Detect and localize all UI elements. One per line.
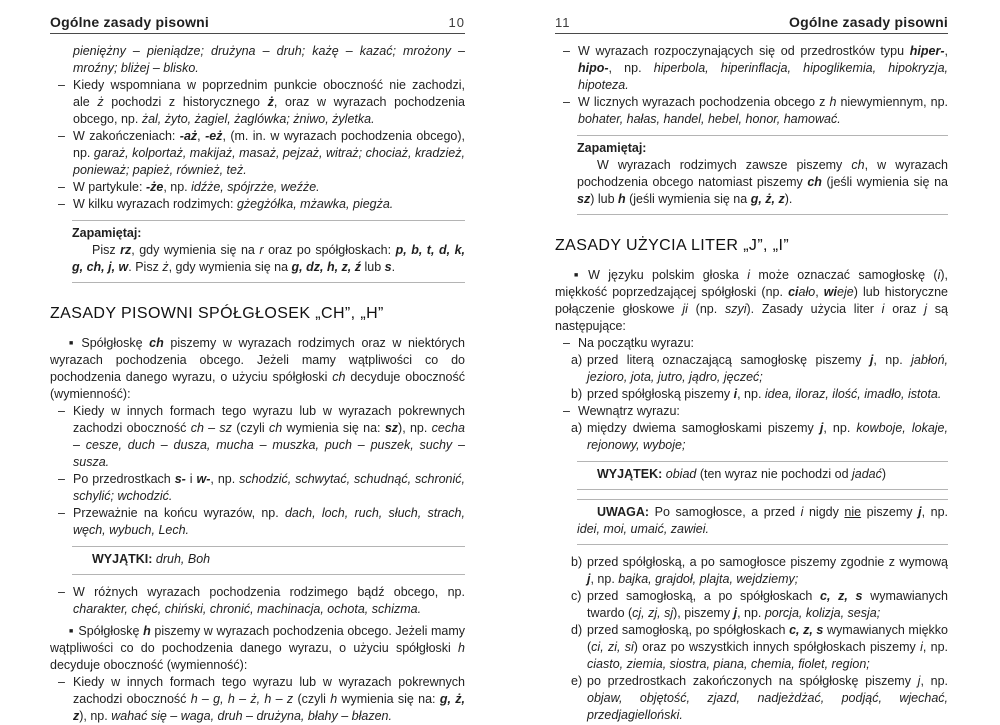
text-run: cecha – cesze, duch – dusza, mucha – muszka, puch – puszek, suchy – susza. xyxy=(73,421,465,469)
text-run: , xyxy=(197,129,206,143)
text-run: przed spółgłoską, a po samogłosce piszemy zgodnie z wymową xyxy=(587,555,948,569)
text-run: ch xyxy=(149,336,164,350)
bullet-item xyxy=(50,674,465,725)
page-number: 11 xyxy=(555,15,571,30)
text-run: ało xyxy=(798,285,816,299)
text-run: -że xyxy=(145,180,164,194)
text-run: wymienia się na: xyxy=(337,692,440,706)
text-run: objaw, objętość, zjazd, nadjeżdżać, podjąć, wjechać, przedjagielloński. xyxy=(587,691,948,722)
text-run: wymawianych miękko ( xyxy=(587,623,949,654)
text-run: oraz po spółgłoskach: xyxy=(263,243,396,257)
text-run: charakter, chęć, chiński, chronić, machinacja, ochota, schizma. xyxy=(73,602,422,616)
text-run: h xyxy=(330,692,338,706)
text-run: Przeważnie na końcu wyrazów, np. xyxy=(73,506,285,520)
text-run: j xyxy=(924,302,928,316)
text-run: sz xyxy=(577,192,591,206)
text-run: idei, moi, umaić, zawiei. xyxy=(577,522,709,536)
text-run: , gdy wymienia się na xyxy=(168,260,292,274)
text-run: może oznaczać samogłoskę ( xyxy=(749,268,938,282)
paragraph xyxy=(555,267,948,335)
running-head-title: Ogólne zasady pisowni xyxy=(50,14,210,30)
text-run: eje xyxy=(837,285,854,299)
text-run: wymienia się na: xyxy=(282,421,385,435)
rule-box xyxy=(577,135,948,215)
text-run: po przedrostkach zakończonych na spółgłoskę piszemy xyxy=(587,674,918,688)
letter-marker: a) xyxy=(571,353,583,367)
text-run: h xyxy=(143,624,151,638)
page-header-right xyxy=(555,14,948,34)
text-run: lub xyxy=(361,260,385,274)
bullet-item xyxy=(50,196,465,213)
text-run: druh, Boh xyxy=(155,552,211,566)
box-text xyxy=(577,504,948,538)
text-run: oraz xyxy=(884,302,925,316)
text-run: p, b, t, d, k, g, ch, j, w xyxy=(72,243,465,274)
page-body-right xyxy=(555,43,948,724)
bullet-item xyxy=(50,471,465,505)
text-run: w- xyxy=(196,472,211,486)
box-text xyxy=(577,466,948,483)
bullet-item xyxy=(50,403,465,471)
text-run: piszemy w wyrazach rodzimych oraz w niektórych wyrazach pochodzenia obcego. Jeżeli mamy wątpliwości co do pochodzenia danego wyrazu, o użyciu spółgłoski xyxy=(50,336,466,384)
text-run: ), piszemy xyxy=(673,606,734,620)
text-run: . xyxy=(391,260,396,274)
text-run: pochodzi z historycznego xyxy=(103,95,268,109)
text-run: sz xyxy=(384,421,399,435)
text-run: ciasto, ziemia, siostra, piana, chemia, fiolet, region; xyxy=(587,657,870,671)
bullet-item xyxy=(50,179,465,196)
text-run: (ten wyraz nie pochodzi od xyxy=(696,467,852,481)
running-head-title: Ogólne zasady pisowni xyxy=(788,14,948,30)
text-run: bajka, grajdoł, plajta, wejdziemy; xyxy=(618,572,799,586)
text-run: jadać xyxy=(852,467,882,481)
text-run: ż xyxy=(97,95,104,109)
text-run: , np. xyxy=(922,640,948,654)
text-run: W języku polskim głoska xyxy=(588,268,748,282)
text-run: g, ż, z xyxy=(750,192,785,206)
dash-bullet: – xyxy=(563,95,570,109)
letter-marker: e) xyxy=(571,674,583,688)
text-run: bohater, hałas, handel, hebel, honor, hamować. xyxy=(578,112,841,126)
lettered-item xyxy=(555,673,948,724)
text-run: przed spółgłoską piszemy xyxy=(587,387,734,401)
text-run: hiperbola, hiperinflacja, hipoglikemia, hipokryzja, hipoteza. xyxy=(578,61,949,92)
text-run: ), miękkość poprzedzającej spółgłoski (np. xyxy=(555,268,948,299)
text-run: porcja, kolizja, sesja; xyxy=(764,606,881,620)
text-run: j xyxy=(917,674,921,688)
text-run: , gdy wymienia się na xyxy=(131,243,260,257)
text-run: ż xyxy=(162,260,169,274)
text-run: ) lub xyxy=(590,192,618,206)
dash-bullet: – xyxy=(58,180,65,194)
text-run: W wyrazach rozpoczynających się od przedrostków typu xyxy=(578,44,910,58)
text-run: h xyxy=(829,95,837,109)
text-run: obiad xyxy=(665,467,697,481)
lettered-item xyxy=(555,352,948,386)
text-run: h xyxy=(618,192,626,206)
dash-bullet: – xyxy=(58,78,65,92)
dash-bullet: – xyxy=(58,675,65,689)
text-run: decyduje oboczność (wymienność): xyxy=(50,658,248,672)
bullet-item xyxy=(555,94,948,128)
text-run: W licznych wyrazach pochodzenia obcego z xyxy=(578,95,830,109)
text-run: , np. xyxy=(823,421,857,435)
text-run: j xyxy=(869,353,874,367)
text-run: Kiedy w innych formach tego wyrazu lub w wyrazach pokrewnych zachodzi oboczność xyxy=(73,404,465,435)
text-run: dach, loch, ruch, słuch, strach, węch, wybuch, Lech. xyxy=(73,506,465,537)
text-run: Kiedy w innych formach tego wyrazu lub w wyrazach pokrewnych zachodzi oboczność xyxy=(73,675,465,706)
text-run: ch xyxy=(807,175,822,189)
bullet-item xyxy=(50,584,465,618)
text-run: j xyxy=(819,421,824,435)
dash-bullet: – xyxy=(58,129,65,143)
text-run: Na początku wyrazu: xyxy=(578,336,695,350)
page-header-left xyxy=(50,14,465,34)
text-run: . Pisz xyxy=(128,260,163,274)
page-body-left xyxy=(50,43,465,725)
text-run: g, ż, z xyxy=(73,692,465,723)
lettered-item xyxy=(555,622,948,673)
text-run: ) lub historyczne połączenie głoskowe xyxy=(555,285,948,316)
text-run: ), np. xyxy=(79,709,112,723)
text-run: Spółgłoskę xyxy=(78,624,144,638)
text-run: niewymiennym, np. xyxy=(836,95,949,109)
text-run: , np. xyxy=(920,674,948,688)
dash-bullet: – xyxy=(563,336,570,350)
text-run: Kiedy wspomniana w poprzednim punkcie oboczność nie zachodzi, ale xyxy=(73,78,465,109)
text-run: ch xyxy=(269,421,283,435)
text-run: ) xyxy=(881,467,887,481)
text-run: wymawianych twardo ( xyxy=(587,589,948,620)
text-run: i xyxy=(733,387,738,401)
letter-marker: a) xyxy=(571,421,583,435)
text-run: idea, iloraz, ilość, imadło, istota. xyxy=(764,387,942,401)
text-run: ), np. xyxy=(398,421,432,435)
box-label: Zapamiętaj: xyxy=(577,141,647,155)
text-run: piszemy xyxy=(861,505,919,519)
text-run: kowboje, lokaje, rejonowy, wyboje; xyxy=(587,421,948,452)
bullet-item xyxy=(50,505,465,539)
text-run: Wewnątrz wyrazu: xyxy=(578,404,680,418)
text-run: przed samogłoską, a po spółgłoskach xyxy=(587,589,821,603)
text-run: -aż xyxy=(179,129,198,143)
text-run: nigdy xyxy=(803,505,845,519)
text-run: pieniężny – pieniądze; drużyna – druh; każę – kazać; mrożony – mroźny; bliżej – blisko. xyxy=(73,44,465,75)
text-run: j xyxy=(587,572,591,586)
text-run: (jeśli wymienia się na xyxy=(625,192,751,206)
text-run: piszemy w wyrazach pochodzenia obcego. Jeżeli mamy wątpliwości co do pochodzenia danego wyrazu, o użyciu spółgłoski xyxy=(50,624,466,655)
text-run: , w wyrazach pochodzenia obcego natomiast piszemy xyxy=(577,158,948,189)
text-run: wahać się – waga, druh – drużyna, błahy – błazen. xyxy=(111,709,392,723)
text-run: i xyxy=(920,640,923,654)
text-run: (np. xyxy=(687,302,725,316)
bullet-item xyxy=(555,403,948,420)
text-run: są następujące: xyxy=(555,302,948,333)
dash-bullet: – xyxy=(563,404,570,418)
text-run: , xyxy=(815,285,824,299)
text-run: r xyxy=(259,243,264,257)
text-run: c, z, s xyxy=(789,623,824,637)
text-run: i xyxy=(881,302,885,316)
rule-box xyxy=(577,461,948,490)
text-run: W partykule: xyxy=(73,180,146,194)
lettered-item xyxy=(555,420,948,454)
dash-bullet: – xyxy=(58,472,65,486)
text-run: ch – sz xyxy=(190,421,232,435)
bullet-item xyxy=(555,43,948,94)
lettered-item xyxy=(555,386,948,403)
text-run: , np. xyxy=(163,180,192,194)
text-run: hipo- xyxy=(578,61,609,75)
text-run: g, dz, h, z, ź xyxy=(291,260,361,274)
text-run: i xyxy=(937,268,941,282)
text-run: W kilku wyrazach rodzimych: xyxy=(73,197,237,211)
rule-box xyxy=(72,220,465,283)
text-run: Pisz xyxy=(92,243,121,257)
text-run: , xyxy=(944,44,948,58)
text-run: j xyxy=(918,505,922,519)
text-run: i xyxy=(747,268,750,282)
text-run: Po samogłosce, a przed xyxy=(649,505,801,519)
square-bullet-icon: ■ xyxy=(69,340,77,347)
dash-bullet: – xyxy=(58,404,65,418)
text-run: Spółgłoskę xyxy=(81,336,150,350)
text-run: , np. xyxy=(608,61,654,75)
text-run: idźże, spójrzże, weźże. xyxy=(191,180,320,194)
text-run: (czyli xyxy=(231,421,269,435)
text-run: ci, zi, si xyxy=(591,640,634,654)
paragraph xyxy=(50,623,465,674)
text-run: ch xyxy=(851,158,865,172)
bullet-item xyxy=(50,128,465,179)
text-run: W zakończeniach: xyxy=(73,129,180,143)
page-left xyxy=(0,0,500,723)
text-run: Po przedrostkach xyxy=(73,472,175,486)
text-run: przed literą oznaczającą samogłoskę piszemy xyxy=(587,353,870,367)
text-run: c, z, s xyxy=(820,589,863,603)
text-run: h – g, h – ż, h – z xyxy=(190,692,294,706)
text-run: , np. xyxy=(590,572,619,586)
text-run: WYJĄTKI: xyxy=(92,552,153,566)
text-run: i xyxy=(800,505,804,519)
text-run: W różnych wyrazach pochodzenia rodzimego bądź obcego, np. xyxy=(73,585,465,599)
letter-marker: c) xyxy=(571,589,582,603)
text-run: między dwiema samogłoskami piszemy xyxy=(587,421,820,435)
text-run: i xyxy=(185,472,197,486)
text-run: WYJĄTEK: xyxy=(597,467,663,481)
letter-marker: b) xyxy=(571,387,583,401)
text-run: ). Zasady użycia liter xyxy=(746,302,882,316)
text-run: schodzić, schwytać, schudnąć, schronić, schylić; wchodzić. xyxy=(73,472,466,503)
text-run: decyduje oboczność (wymienność): xyxy=(50,370,465,401)
text-run: h xyxy=(458,641,465,655)
text-run: szyi xyxy=(724,302,747,316)
text-run: s xyxy=(384,260,392,274)
text-run: ci xyxy=(788,285,799,299)
text-run: jabłoń, jezioro, jota, jutro, jądro, jęczeć; xyxy=(587,353,948,384)
text-run: , np. xyxy=(210,472,240,486)
text-run: cj, zj, sj xyxy=(632,606,674,620)
text-run: , np. xyxy=(737,606,765,620)
text-run: ) oraz po wszystkich innych spółgłoskach piszemy xyxy=(633,640,921,654)
section-heading: ZASADY UŻYCIA LITER „J”, „I” xyxy=(555,237,790,254)
text-run: rz xyxy=(120,243,132,257)
text-run: ). xyxy=(784,192,793,206)
dash-bullet: – xyxy=(58,506,65,520)
rule-box xyxy=(577,499,948,545)
dash-bullet: – xyxy=(58,197,65,211)
text-run: (jeśli wymienia się na xyxy=(821,175,948,189)
letter-marker: b) xyxy=(571,555,583,569)
page-number: 10 xyxy=(448,15,465,30)
text-run: wi xyxy=(823,285,837,299)
text-run: , np. xyxy=(737,387,765,401)
square-bullet-icon: ■ xyxy=(574,272,584,279)
text-run: (czyli xyxy=(293,692,331,706)
text-run: , np. xyxy=(921,505,948,519)
bullet-item xyxy=(555,335,948,352)
lettered-item xyxy=(555,554,948,588)
text-run: nie xyxy=(844,505,862,519)
text-run: -eż xyxy=(205,129,223,143)
text-run: , np. xyxy=(873,353,912,367)
text-run: j xyxy=(733,606,738,620)
text-run: , oraz w wyrazach pochodzenia obcego, np. xyxy=(73,95,465,126)
text-run: , (m. in. w wyrazach pochodzenia obcego), np. xyxy=(73,129,465,160)
dash-bullet: – xyxy=(563,44,570,58)
text-run: s- xyxy=(174,472,186,486)
paragraph-continuation xyxy=(50,43,465,77)
text-run: hiper- xyxy=(909,44,945,58)
text-run: gżegżółka, mżawka, piegża. xyxy=(236,197,394,211)
text-run: W wyrazach rodzimych zawsze piszemy xyxy=(597,158,852,172)
box-text xyxy=(577,157,948,208)
text-run: ż xyxy=(267,95,274,109)
section-heading: ZASADY PISOWNI SPÓŁGŁOSEK „CH”, „H” xyxy=(50,305,384,322)
square-bullet-icon: ■ xyxy=(69,628,74,635)
paragraph xyxy=(50,335,465,403)
dash-bullet: – xyxy=(58,585,65,599)
box-text xyxy=(72,242,465,276)
box-label: Zapamiętaj: xyxy=(72,226,142,240)
text-run: ch xyxy=(332,370,346,384)
box-text xyxy=(72,551,465,568)
lettered-item xyxy=(555,588,948,622)
bullet-item xyxy=(50,77,465,128)
text-run: UWAGA: xyxy=(597,505,650,519)
letter-marker: d) xyxy=(571,623,583,637)
page-right xyxy=(500,0,1000,722)
text-run: żal, żyto, żagiel, żaglówka; żniwo, żyletka. xyxy=(141,112,375,126)
rule-box xyxy=(72,546,465,575)
text-run: ji xyxy=(682,302,688,316)
text-run: garaż, kolportaż, makijaż, masaż, pejzaż, witraż; chociaż, kradzież, ponieważ; papież, również, też. xyxy=(73,146,465,177)
text-run: przed samogłoską, po spółgłoskach xyxy=(587,623,790,637)
